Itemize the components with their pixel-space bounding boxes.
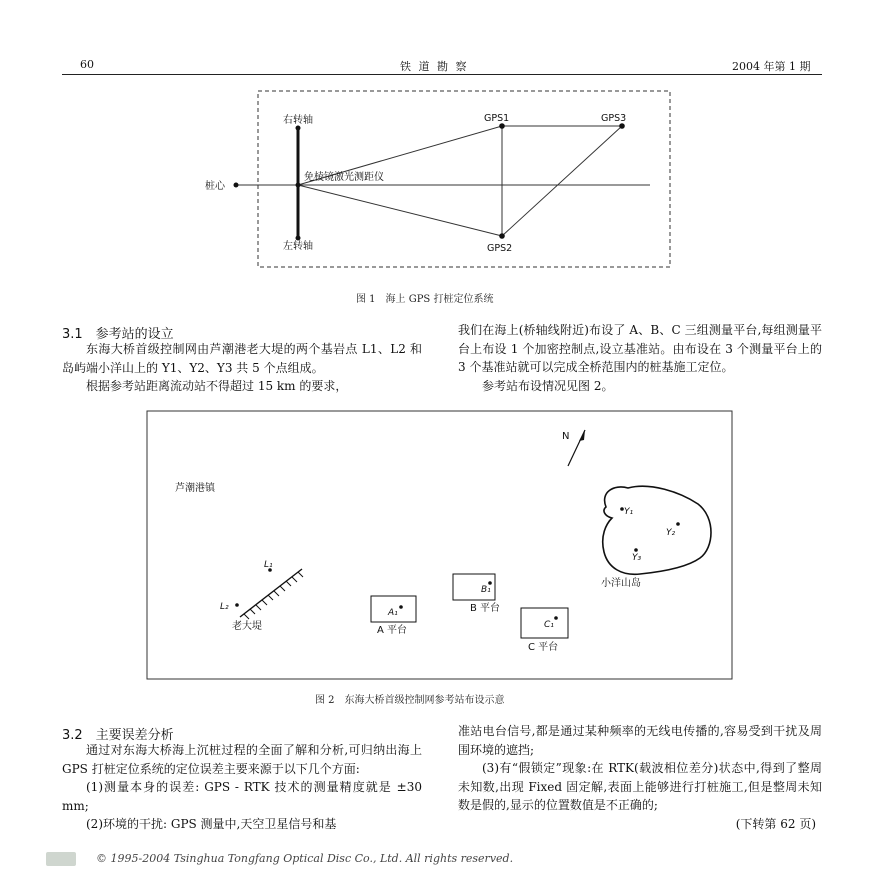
figure2-caption: 图 2 东海大桥首级控制网参考站布设示意 bbox=[315, 695, 505, 706]
fig1-gps2-point bbox=[499, 233, 505, 239]
fig2-dike bbox=[240, 569, 303, 619]
fig2-b-point-label: B₁ bbox=[481, 585, 491, 595]
fig2-c-point-label: C₁ bbox=[544, 620, 554, 630]
fig2-a-point bbox=[399, 605, 403, 609]
section-3-2-title: 3.2 主要误差分析 bbox=[62, 728, 174, 743]
fig2-island-outline bbox=[603, 486, 711, 574]
fig1-gps1-label: GPS1 bbox=[484, 113, 510, 124]
fig1-pile-center-point bbox=[234, 183, 239, 188]
fig1-gps3-point bbox=[619, 123, 625, 129]
publisher-logo-icon bbox=[46, 852, 76, 866]
fig1-gps3-label: GPS3 bbox=[601, 113, 627, 124]
fig1-gps1-point bbox=[499, 123, 505, 129]
fig1-pile-center-label: 桩心 bbox=[205, 181, 225, 192]
fig2-l2-label: L₂ bbox=[220, 602, 229, 612]
fig2-c-point bbox=[554, 616, 558, 620]
figure2-map bbox=[0, 400, 880, 690]
section-3-1-left-column bbox=[62, 340, 422, 396]
s32-left-para1: 通过对东海大桥海上沉桩过程的全面了解和分析,可归纳出海上 GPS 打桩定位系统的定位误差主要来源于以下几个方面: bbox=[62, 743, 422, 776]
fig2-l2-point bbox=[235, 603, 239, 607]
s32-right-item3: (3)有“假锁定”现象:在 RTK(载波相位差分)状态中,得到了整周未知数,出现 Fixed 固定解,表面上能够进行打桩施工,但是整周未知数是假的,显示的位置数值是不正确的; bbox=[458, 761, 822, 812]
s31-right-para1: 我们在海上(桥轴线附近)布设了 A、B、C 三组测量平台,每组测量平台上布设 1 个加密控制点,设立基准站。由布设在 3 个测量平台上的 3 个基准站就可以完成全桥范围内的桩基施工定位。 bbox=[458, 323, 822, 374]
fig2-y1-label: Y₁ bbox=[624, 507, 634, 517]
fig2-l1-label: L₁ bbox=[264, 560, 273, 570]
section-3-1-right-column bbox=[458, 321, 822, 395]
fig2-c-platform-label: C 平台 bbox=[528, 642, 559, 653]
fig1-left-pivot-point bbox=[296, 236, 301, 241]
s32-left-item2: (2)环境的干扰: GPS 测量中,天空卫星信号和基 bbox=[86, 817, 337, 831]
fig2-y3-label: Y₃ bbox=[632, 553, 642, 563]
fig2-island-label: 小洋山岛 bbox=[601, 578, 641, 589]
fig1-prism-label: 免棱镜激光测距仪 bbox=[304, 172, 384, 183]
fig1-right-pivot-point bbox=[296, 126, 301, 131]
fig1-right-pivot-label: 右转轴 bbox=[283, 115, 313, 126]
s32-left-item1: (1)测量本身的误差: GPS - RTK 技术的测量精度就是 ±30 mm; bbox=[62, 780, 422, 813]
s31-left-para1: 东海大桥首级控制网由芦潮港老大堤的两个基岩点 L1、L2 和岛屿端小洋山上的 Y1、Y2、Y3 共 5 个点组成。 bbox=[62, 342, 422, 375]
s32-continued-note: (下转第 62 页) bbox=[735, 816, 816, 831]
copyright-notice: © 1995-2004 Tsinghua Tongfang Optical Disc Co., Ltd. All rights reserved. bbox=[96, 852, 514, 865]
fig1-line-gps2-gps3 bbox=[502, 126, 622, 236]
fig2-b-platform-label: B 平台 bbox=[470, 603, 501, 614]
fig2-y2-point bbox=[676, 522, 680, 526]
section-3-1-title: 3.1 参考站的设立 bbox=[62, 327, 174, 342]
s32-right-para1: 准站电台信号,都是通过某种频率的无线电传播的,容易受到干扰及周围环境的遮挡; bbox=[458, 724, 822, 757]
fig1-line-prism-gps2 bbox=[298, 185, 502, 236]
fig1-gps2-label: GPS2 bbox=[487, 243, 513, 254]
section-3-2-right-column bbox=[458, 722, 822, 833]
fig2-old-dike-label: 老大堤 bbox=[232, 621, 262, 632]
figure1-diagram bbox=[0, 0, 880, 300]
fig2-frame bbox=[147, 411, 732, 679]
fig1-left-pivot-label: 左转轴 bbox=[283, 241, 313, 252]
page-number: 60 bbox=[80, 58, 94, 71]
figure1-caption: 图 1 海上 GPS 打桩定位系统 bbox=[356, 294, 494, 305]
section-3-2-left-column bbox=[62, 741, 422, 834]
fig2-y2-label: Y₂ bbox=[666, 528, 676, 538]
fig1-prism-point bbox=[296, 183, 301, 188]
fig2-y3-point bbox=[634, 548, 638, 552]
journal-name: 铁 道 勘 察 bbox=[400, 60, 469, 73]
fig2-luchao-label: 芦潮港镇 bbox=[175, 483, 215, 494]
s31-right-para2: 参考站布设情况见图 2。 bbox=[482, 378, 614, 393]
fig2-a-point-label: A₁ bbox=[388, 608, 398, 618]
fig2-north-label: N bbox=[562, 431, 570, 442]
fig2-a-platform-label: A 平台 bbox=[377, 625, 408, 636]
issue-label: 2004 年第 1 期 bbox=[732, 60, 811, 73]
s31-left-para2: 根据参考站距离流动站不得超过 15 km 的要求， bbox=[86, 379, 348, 393]
